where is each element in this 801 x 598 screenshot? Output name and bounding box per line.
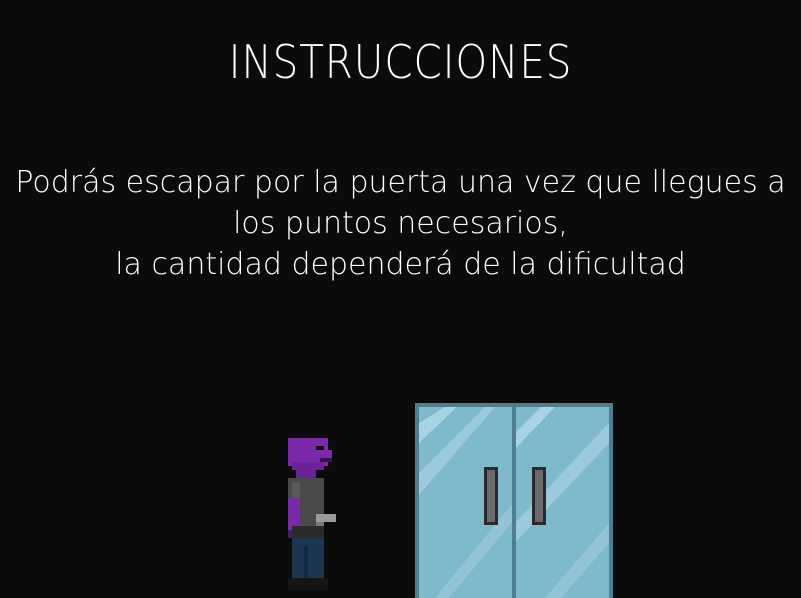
instructions-text (0, 162, 801, 285)
instruction-line-3: la cantidad dependerá de la dificultad (115, 247, 686, 282)
instruction-line-2: los puntos necesarios, (233, 206, 568, 241)
instruction-line-1: Podrás escapar por la puerta una vez que llegues a (15, 165, 786, 200)
game-scene (0, 390, 801, 598)
player-character (272, 422, 336, 598)
exit-door (415, 403, 613, 598)
screen-title: INSTRUCCIONES (228, 35, 573, 89)
